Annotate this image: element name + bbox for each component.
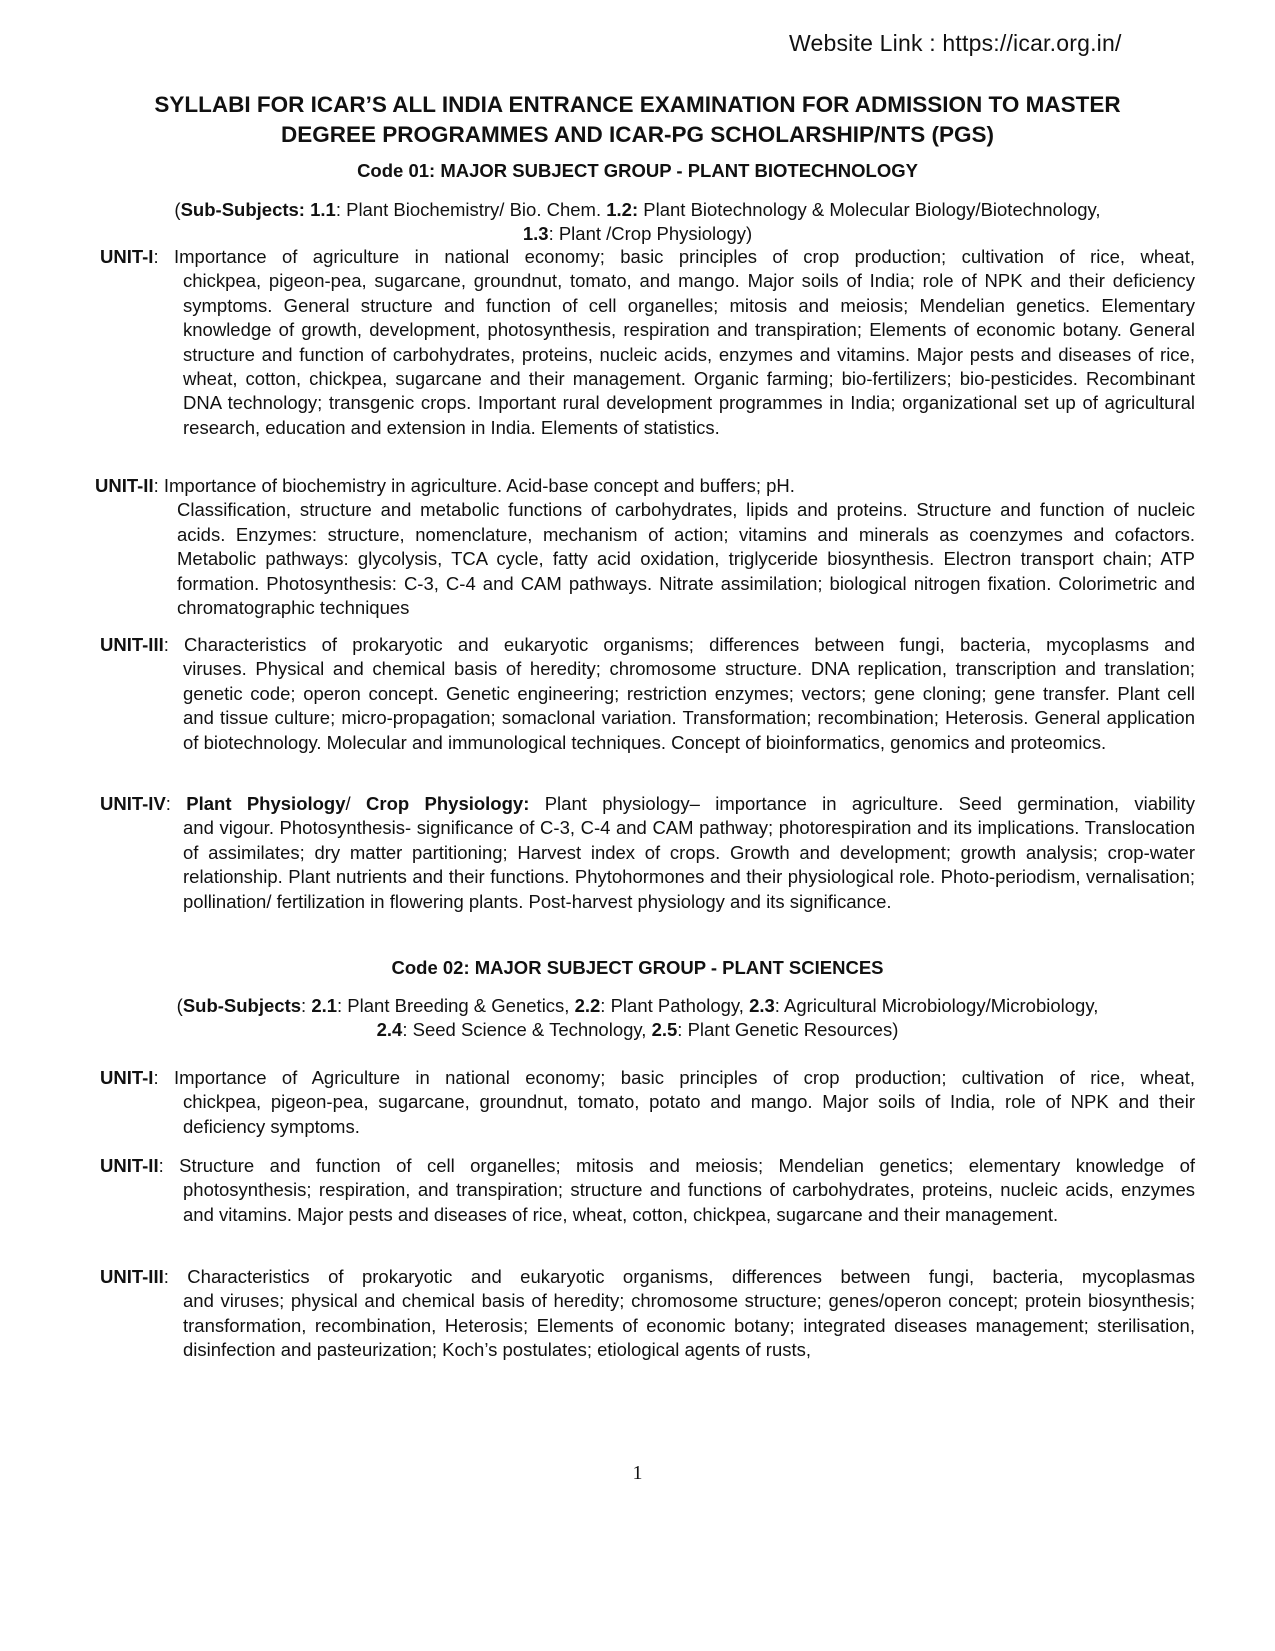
unit-1-plant-sciences — [100, 1066, 1195, 1139]
unit-first-line: UNIT-III: Characteristics of prokaryotic and eukaryotic organisms, differences between fungi, bacteria, mycoplasmas — [100, 1266, 1195, 1287]
unit-first-line: UNIT-II: Importance of biochemistry in agriculture. Acid-base concept and buffers; pH. — [95, 475, 795, 496]
unit-text: chickpea, pigeon-pea, sugarcane, groundnut, tomato, and mango. Major soils of India; role of NPK and their deficiency symptoms. General structure and function of cell organelles; mitosis and meiosis; Mendelian genetics. Elementary knowledge of growth, development, photosynthesis, respiration and transpiration; Elements of economic botany. General structure and function of carbohydrates, proteins, nucleic acids, enzymes and vitamins. Major pests and diseases of rice, wheat, cotton, chickpea, sugarcane and their management. Organic farming; bio-fertilizers; bio-pesticides. Recombinant DNA technology; transgenic crops. Important rural development programmes in India; organizational set up of agricultural research, education and extension in India. Elements of statistics. — [183, 270, 1195, 438]
unit-4-biotech — [100, 792, 1195, 914]
website-link: Website Link : https://icar.org.in/ — [789, 30, 1122, 56]
sub-subjects-line-1: (Sub-Subjects: 2.1: Plant Breeding & Genetics, 2.2: Plant Pathology, 2.3: Agricultural Microbiology/Microbiology, — [176, 995, 1099, 1016]
sub-subjects-code-02 — [60, 994, 1215, 1042]
unit-text: and vigour. Photosynthesis- significance of C-3, C-4 and CAM pathway; photorespiration and its implications. Translocation of assimilates; dry matter partitioning; Harvest index of crops. Growth and development; growth analysis; crop-water relationship. Plant nutrients and their functions. Phytohormones and their physiological role. Photo-periodism, vernalisation; pollination/ fertilization in flowering plants. Post-harvest physiology and its significance. — [183, 817, 1195, 912]
title-line-2: DEGREE PROGRAMMES AND ICAR-PG SCHOLARSHIP/NTS (PGS) — [281, 122, 994, 147]
page-number: 1 — [632, 1462, 643, 1484]
unit-label: UNIT-III — [100, 1266, 164, 1287]
unit-label: UNIT-II — [100, 1155, 159, 1176]
document-title — [60, 90, 1215, 150]
unit-first-line: UNIT-IV: Plant Physiology/ Crop Physiology: Plant physiology– importance in agriculture. Seed germination, viability — [100, 793, 1196, 814]
unit-first-line: UNIT-III: Characteristics of prokaryotic and eukaryotic organisms; differences between fungi, bacteria, mycoplasms and — [100, 634, 1195, 655]
unit-label: UNIT-II — [95, 475, 154, 496]
unit-1-biotech — [100, 245, 1195, 440]
unit-label: UNIT-IV — [100, 793, 166, 814]
unit-3-biotech — [100, 633, 1195, 755]
unit-3-plant-sciences — [100, 1265, 1195, 1363]
unit-label: UNIT-III — [100, 634, 164, 655]
sub-subjects-line-2: 2.4: Seed Science & Technology, 2.5: Plant Genetic Resources) — [376, 1019, 899, 1040]
section-heading-code-01: Code 01: MAJOR SUBJECT GROUP - PLANT BIOTECHNOLOGY — [357, 160, 918, 181]
unit-label: UNIT-I — [100, 246, 154, 267]
section-heading-code-02: Code 02: MAJOR SUBJECT GROUP - PLANT SCIENCES — [391, 957, 884, 978]
unit-label: UNIT-I — [100, 1067, 154, 1088]
unit-first-line: UNIT-II: Structure and function of cell organelles; mitosis and meiosis; Mendelian genetics; elementary knowledge of — [100, 1155, 1195, 1176]
unit-text: chickpea, pigeon-pea, sugarcane, groundnut, tomato, potato and mango. Major soils of India, role of NPK and their deficiency symptoms. — [183, 1091, 1195, 1137]
unit-first-line: UNIT-I: Importance of agriculture in national economy; basic principles of crop production; cultivation of rice, wheat, — [100, 246, 1195, 267]
sub-subjects-line-2: 1.3: Plant /Crop Physiology) — [522, 223, 753, 244]
sub-subjects-line-1: (Sub-Subjects: 1.1: Plant Biochemistry/ Bio. Chem. 1.2: Plant Biotechnology & Molecular Biology/Biotechnology, — [174, 199, 1101, 220]
title-line-1: SYLLABI FOR ICAR’S ALL INDIA ENTRANCE EXAMINATION FOR ADMISSION TO MASTER — [154, 92, 1121, 117]
unit-2-biotech — [95, 474, 1195, 620]
unit-text: photosynthesis; respiration, and transpiration; structure and functions of carbohydrates, proteins, nucleic acids, enzymes and vitamins. Major pests and diseases of rice, wheat, cotton, chickpea, sugarcane and their management. — [183, 1179, 1195, 1225]
unit-text: viruses. Physical and chemical basis of heredity; chromosome structure. DNA replication, transcription and translation; genetic code; operon concept. Genetic engineering; restriction enzymes; vectors; gene cloning; gene transfer. Plant cell and tissue culture; micro-propagation; somaclonal variation. Transformation; recombination; Heterosis. General application of biotechnology. Molecular and immunological techniques. Concept of bioinformatics, genomics and proteomics. — [183, 658, 1195, 753]
unit-2-plant-sciences — [100, 1154, 1195, 1227]
unit-text: and viruses; physical and chemical basis of heredity; chromosome structure; genes/operon concept; protein biosynthesis; transformation, recombination, Heterosis; Elements of economic botany; integrated diseases management; sterilisation, disinfection and pasteurization; Koch’s postulates; etiological agents of rusts, — [183, 1290, 1195, 1361]
sub-subjects-code-01 — [60, 198, 1215, 246]
unit-text: Classification, structure and metabolic functions of carbohydrates, lipids and proteins. Structure and function of nucleic acids. Enzymes: structure, nomenclature, mechanism of action; vitamins and minerals as coenzymes and cofactors. Metabolic pathways: glycolysis, TCA cycle, fatty acid oxidation, triglyceride biosynthesis. Electron transport chain; ATP formation. Photosynthesis: C-3, C-4 and CAM pathways. Nitrate assimilation; biological nitrogen fixation. Colorimetric and chromatographic techniques — [177, 499, 1195, 619]
unit-first-line: UNIT-I: Importance of Agriculture in national economy; basic principles of crop production; cultivation of rice, wheat, — [100, 1067, 1195, 1088]
